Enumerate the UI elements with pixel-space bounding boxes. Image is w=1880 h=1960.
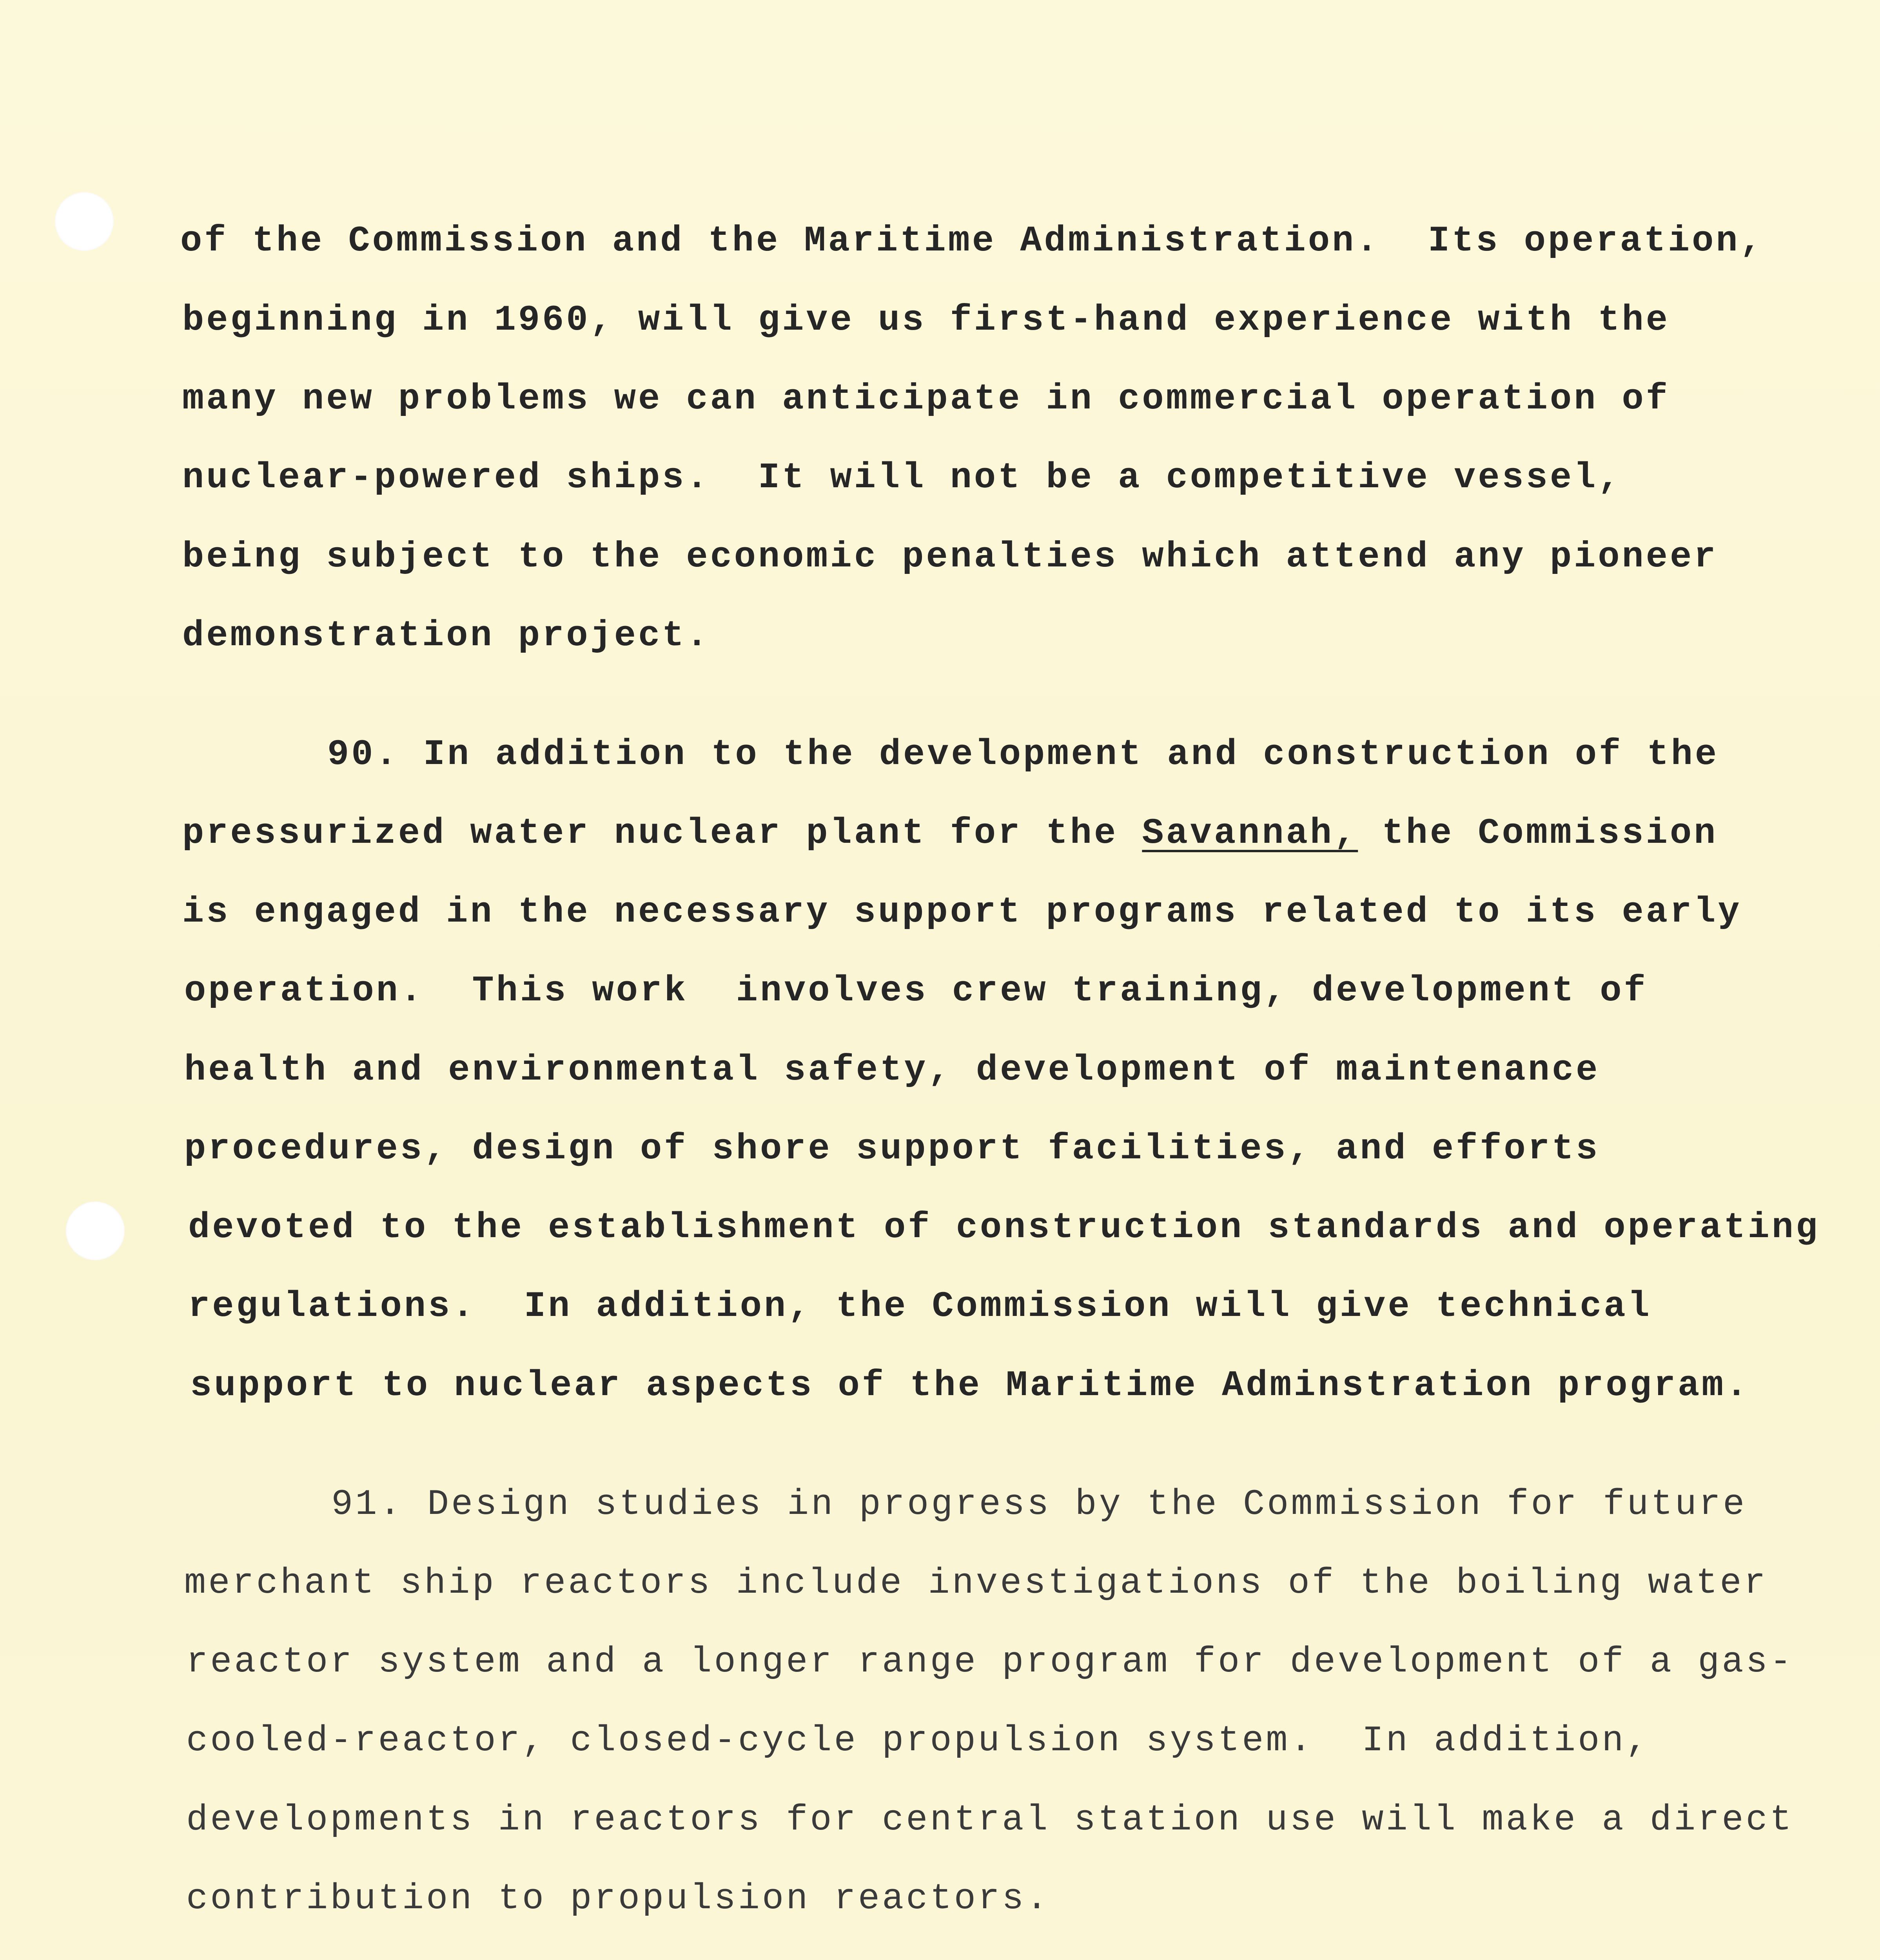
text-line: being subject to the economic penalties which attend any pioneer [182,536,1718,577]
text-line: developments in reactors for central station use will make a direct [186,1799,1794,1840]
text-line: many new problems we can anticipate in commercial operation of [182,378,1670,419]
text-line: is engaged in the necessary support programs related to its early [182,891,1742,933]
text-line: regulations. In addition, the Commission will give technical [188,1286,1652,1327]
text-line: reactor system and a longer range program for development of a gas- [186,1641,1794,1682]
text-line: procedures, design of shore support facilities, and efforts [184,1128,1600,1169]
text-line [182,812,1718,855]
text-line: devoted to the establishment of construction standards and operating [188,1207,1820,1248]
text-line: nuclear-powered ships. It will not be a competitive vessel, [182,457,1622,498]
text-line: 90. In addition to the development and construction of the [327,734,1719,775]
text-segment: the Commission [1358,813,1718,854]
text-line: 91. Design studies in progress by the Commission for future [331,1484,1747,1525]
text-line: support to nuclear aspects of the Maritime Adminstration program. [190,1365,1750,1406]
ship-name: Savannah, [1142,813,1358,854]
text-line: beginning in 1960, will give us first-hand experience with the [182,299,1670,341]
text-line: of the Commission and the Maritime Administration. Its operation, [180,220,1764,261]
text-line: contribution to propulsion reactors. [186,1878,1050,1919]
text-line: health and environmental safety, development of maintenance [184,1049,1600,1091]
punch-hole [55,192,114,251]
text-line: demonstration project. [182,615,710,656]
text-line: operation. This work involves crew training, development of [184,970,1648,1011]
punch-hole [66,1201,125,1260]
text-line: merchant ship reactors include investigations of the boiling water [184,1563,1768,1604]
text-segment: pressurized water nuclear plant for the [182,813,1142,854]
text-line: cooled-reactor, closed-cycle propulsion system. In addition, [186,1720,1650,1761]
